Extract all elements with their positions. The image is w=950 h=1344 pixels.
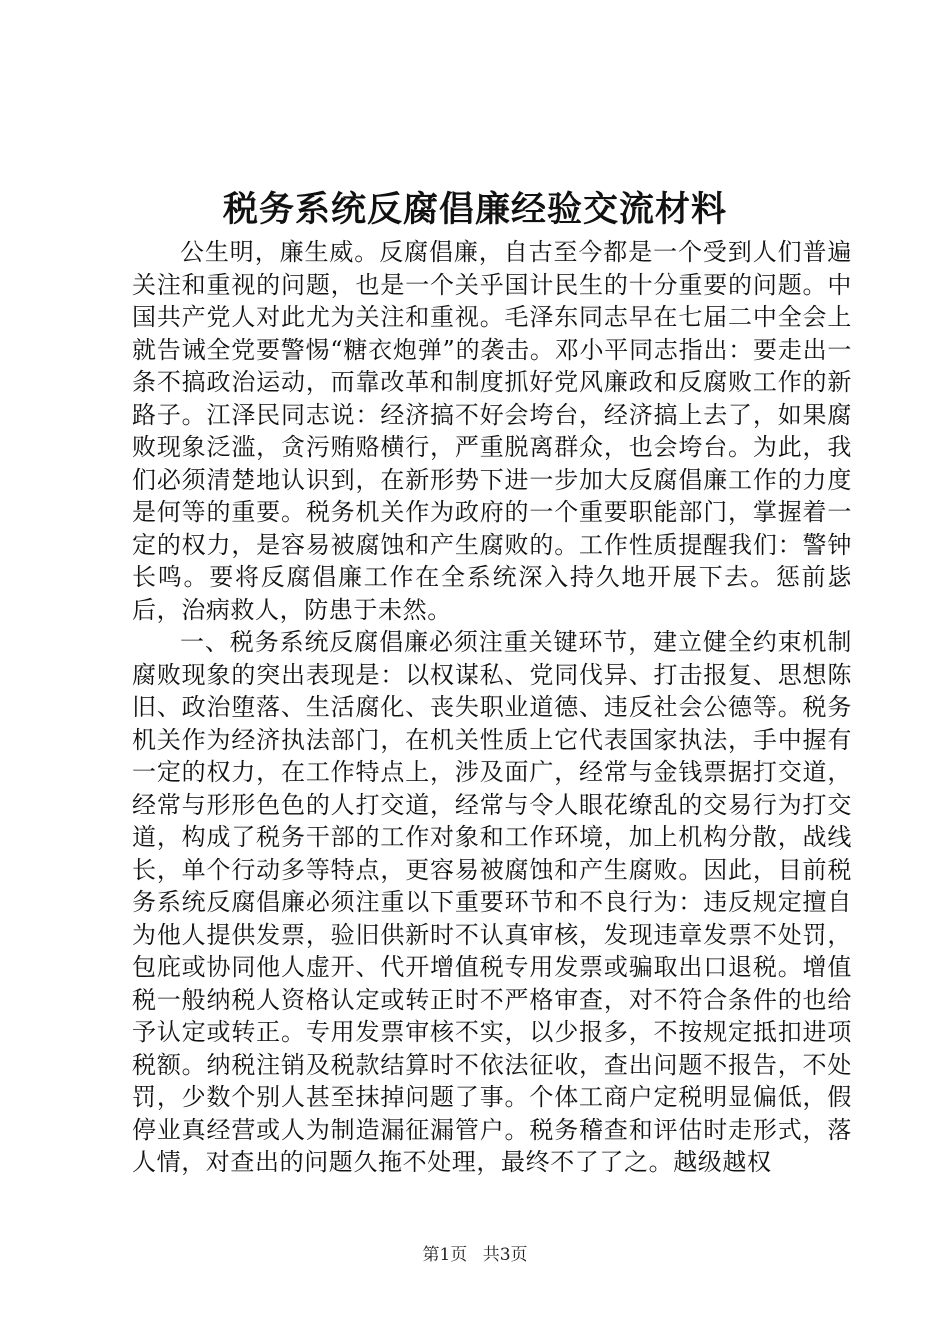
page-total: 共3页 (482, 1245, 528, 1265)
paragraph-1: 公生明，廉生威。反腐倡廉，自古至今都是一个受到人们普遍关注和重视的问题，也是一个关乎国计民生的十分重要的问题。中国共产党人对此尤为关注和重视。毛泽东同志早在七届二中全会上就告诫全党要警惕“糖衣炮弹”的袭击。邓小平同志指出：要走出一条不搞政治运动，而靠改革和制度抓好党风廉政和反腐败工作的新路子。江泽民同志说：经济搞不好会垮台，经济搞上去了，如果腐败现象泛滥，贪污贿赂横行，严重脱离群众，也会垮台。为此，我们必须清楚地认识到，在新形势下进一步加大反腐倡廉工作的力度是何等的重要。税务机关作为政府的一个重要职能部门，掌握着一定的权力，是容易被腐蚀和产生腐败的。工作性质提醒我们：警钟长鸣。要将反腐倡廉工作在全系统深入持久地开展下去。惩前毖后，治病救人，防患于未然。 (132, 238, 852, 624)
paragraph-2: 一、税务系统反腐倡廉必须注重关键环节，建立健全约束机制腐败现象的突出表现是：以权谋私、党同伐异、打击报复、思想陈旧、政治堕落、生活腐化、丧失职业道德、违反社会公德等。税务机关作为经济执法部门，在机关性质上它代表国家执法，手中握有一定的权力，在工作特点上，涉及面广，经常与金钱票据打交道，经常与形形色色的人打交道，经常与令人眼花缭乱的交易行为打交道，构成了税务干部的工作对象和工作环境，加上机构分散，战线长，单个行动多等特点，更容易被腐蚀和产生腐败。因此，目前税务系统反腐倡廉必须注重以下重要环节和不良行为：违反规定擅自为他人提供发票，验旧供新时不认真审核，发现违章发票不处罚，包庇或协同他人虚开、代开增值税专用发票或骗取出口退税。增值税一般纳税人资格认定或转正时不严格审查，对不符合条件的也给予认定或转正。专用发票审核不实，以少报多，不按规定抵扣进项税额。纳税注销及税款结算时不依法征收，查出问题不报告，不处罚，少数个别人甚至抹掉问题了事。个体工商户定税明显偏低，假停业真经营或人为制造漏征漏管户。税务稽查和评估时走形式，落人情，对查出的问题久拖不处理，最终不了了之。越级越权 (132, 628, 852, 1176)
document-title: 税务系统反腐倡廉经验交流材料 (222, 190, 727, 230)
document-body (132, 236, 852, 1179)
page-number: 第1页 (422, 1245, 468, 1265)
page-footer (0, 1244, 950, 1266)
